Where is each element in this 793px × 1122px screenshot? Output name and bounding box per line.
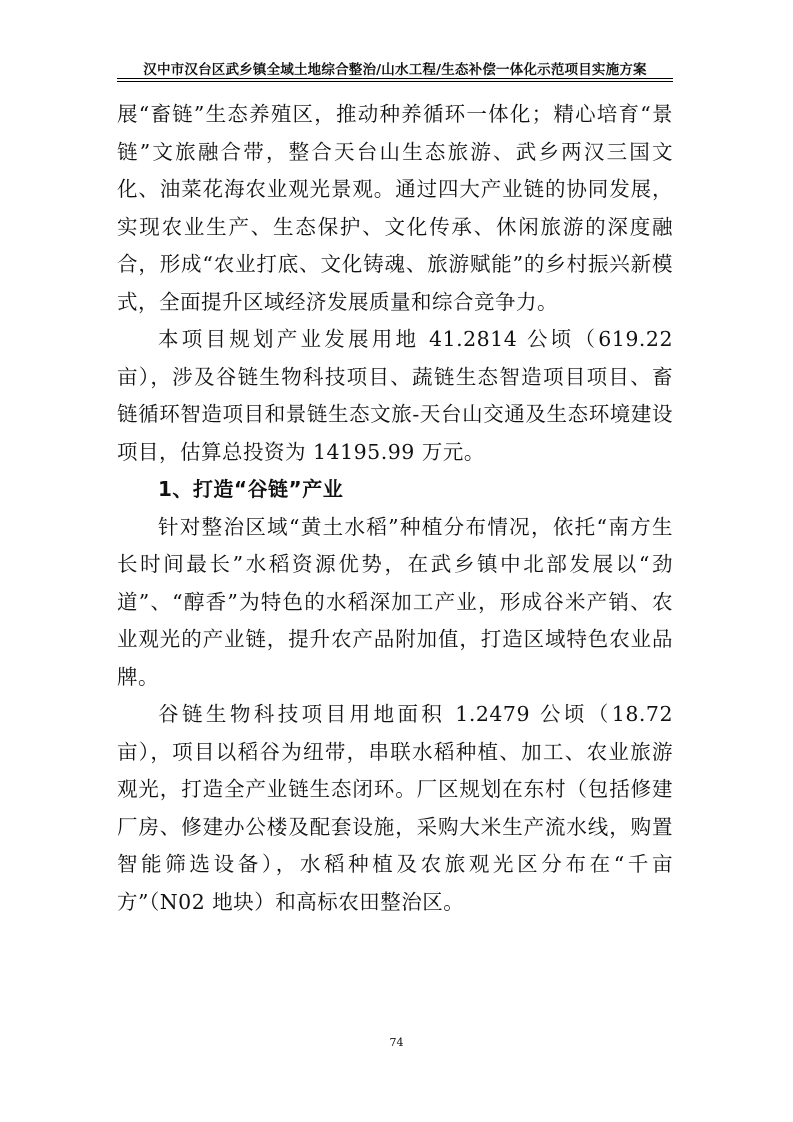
paragraph-bio-tech: 谷链生物科技项目用地面积 1.2479 公顷（18.72 亩），项目以稻谷为纽带，串联水稻种植、加工、农业旅游观光，打造全产业链生态闭环。厂区规划在东村（包括修建厂房、修建办公楼及配套设施，采购大米生产流水线，购置智能筛选设备），水稻种植及农旅观光区分布在“千亩方”（N02 地块）和高标农田整治区。: [117, 702, 673, 914]
header-rule: [117, 78, 673, 79]
paragraph-intro: 展“畜链”生态养殖区，推动种养循环一体化；精心培育“景链”文旅融合带，整合天台山生态旅游、武乡两汉三国文化、油菜花海农业观光景观。通过四大产业链的协同发展，实现农业生产、生态保护、文化传承、休闲旅游的深度融合，形成“农业打底、文化铸魂、旅游赋能”的乡村振兴新模式，全面提升区域经济发展质量和综合竞争力。: [117, 102, 673, 314]
paragraph-land-use: 本项目规划产业发展用地 41.2814 公顷（619.22 亩），涉及谷链生物科技项目、蔬链生态智造项目项目、畜链循环智造项目和景链生态文旅-天台山交通及生态环境建设项目，估算总投资为 14195.99 万元。: [117, 327, 673, 464]
paragraph-grain-chain: 针对整治区域“黄土水稻”种植分布情况，依托“南方生长时间最长”水稻资源优势，在武乡镇中北部发展以“劲道”、“醇香”为特色的水稻深加工产业，形成谷米产销、农业观光的产业链，提升农产品附加值，打造区域特色农业品牌。: [117, 514, 673, 689]
header-rule-thin: [117, 81, 673, 82]
document-body: [117, 96, 673, 921]
page-header-title: 汉中市汉台区武乡镇全域土地综合整治/山水工程/生态补偿一体化示范项目实施方案: [143, 62, 647, 78]
section-heading: 1、打造“谷链”产业: [158, 477, 344, 501]
page-number: 74: [389, 1036, 404, 1049]
